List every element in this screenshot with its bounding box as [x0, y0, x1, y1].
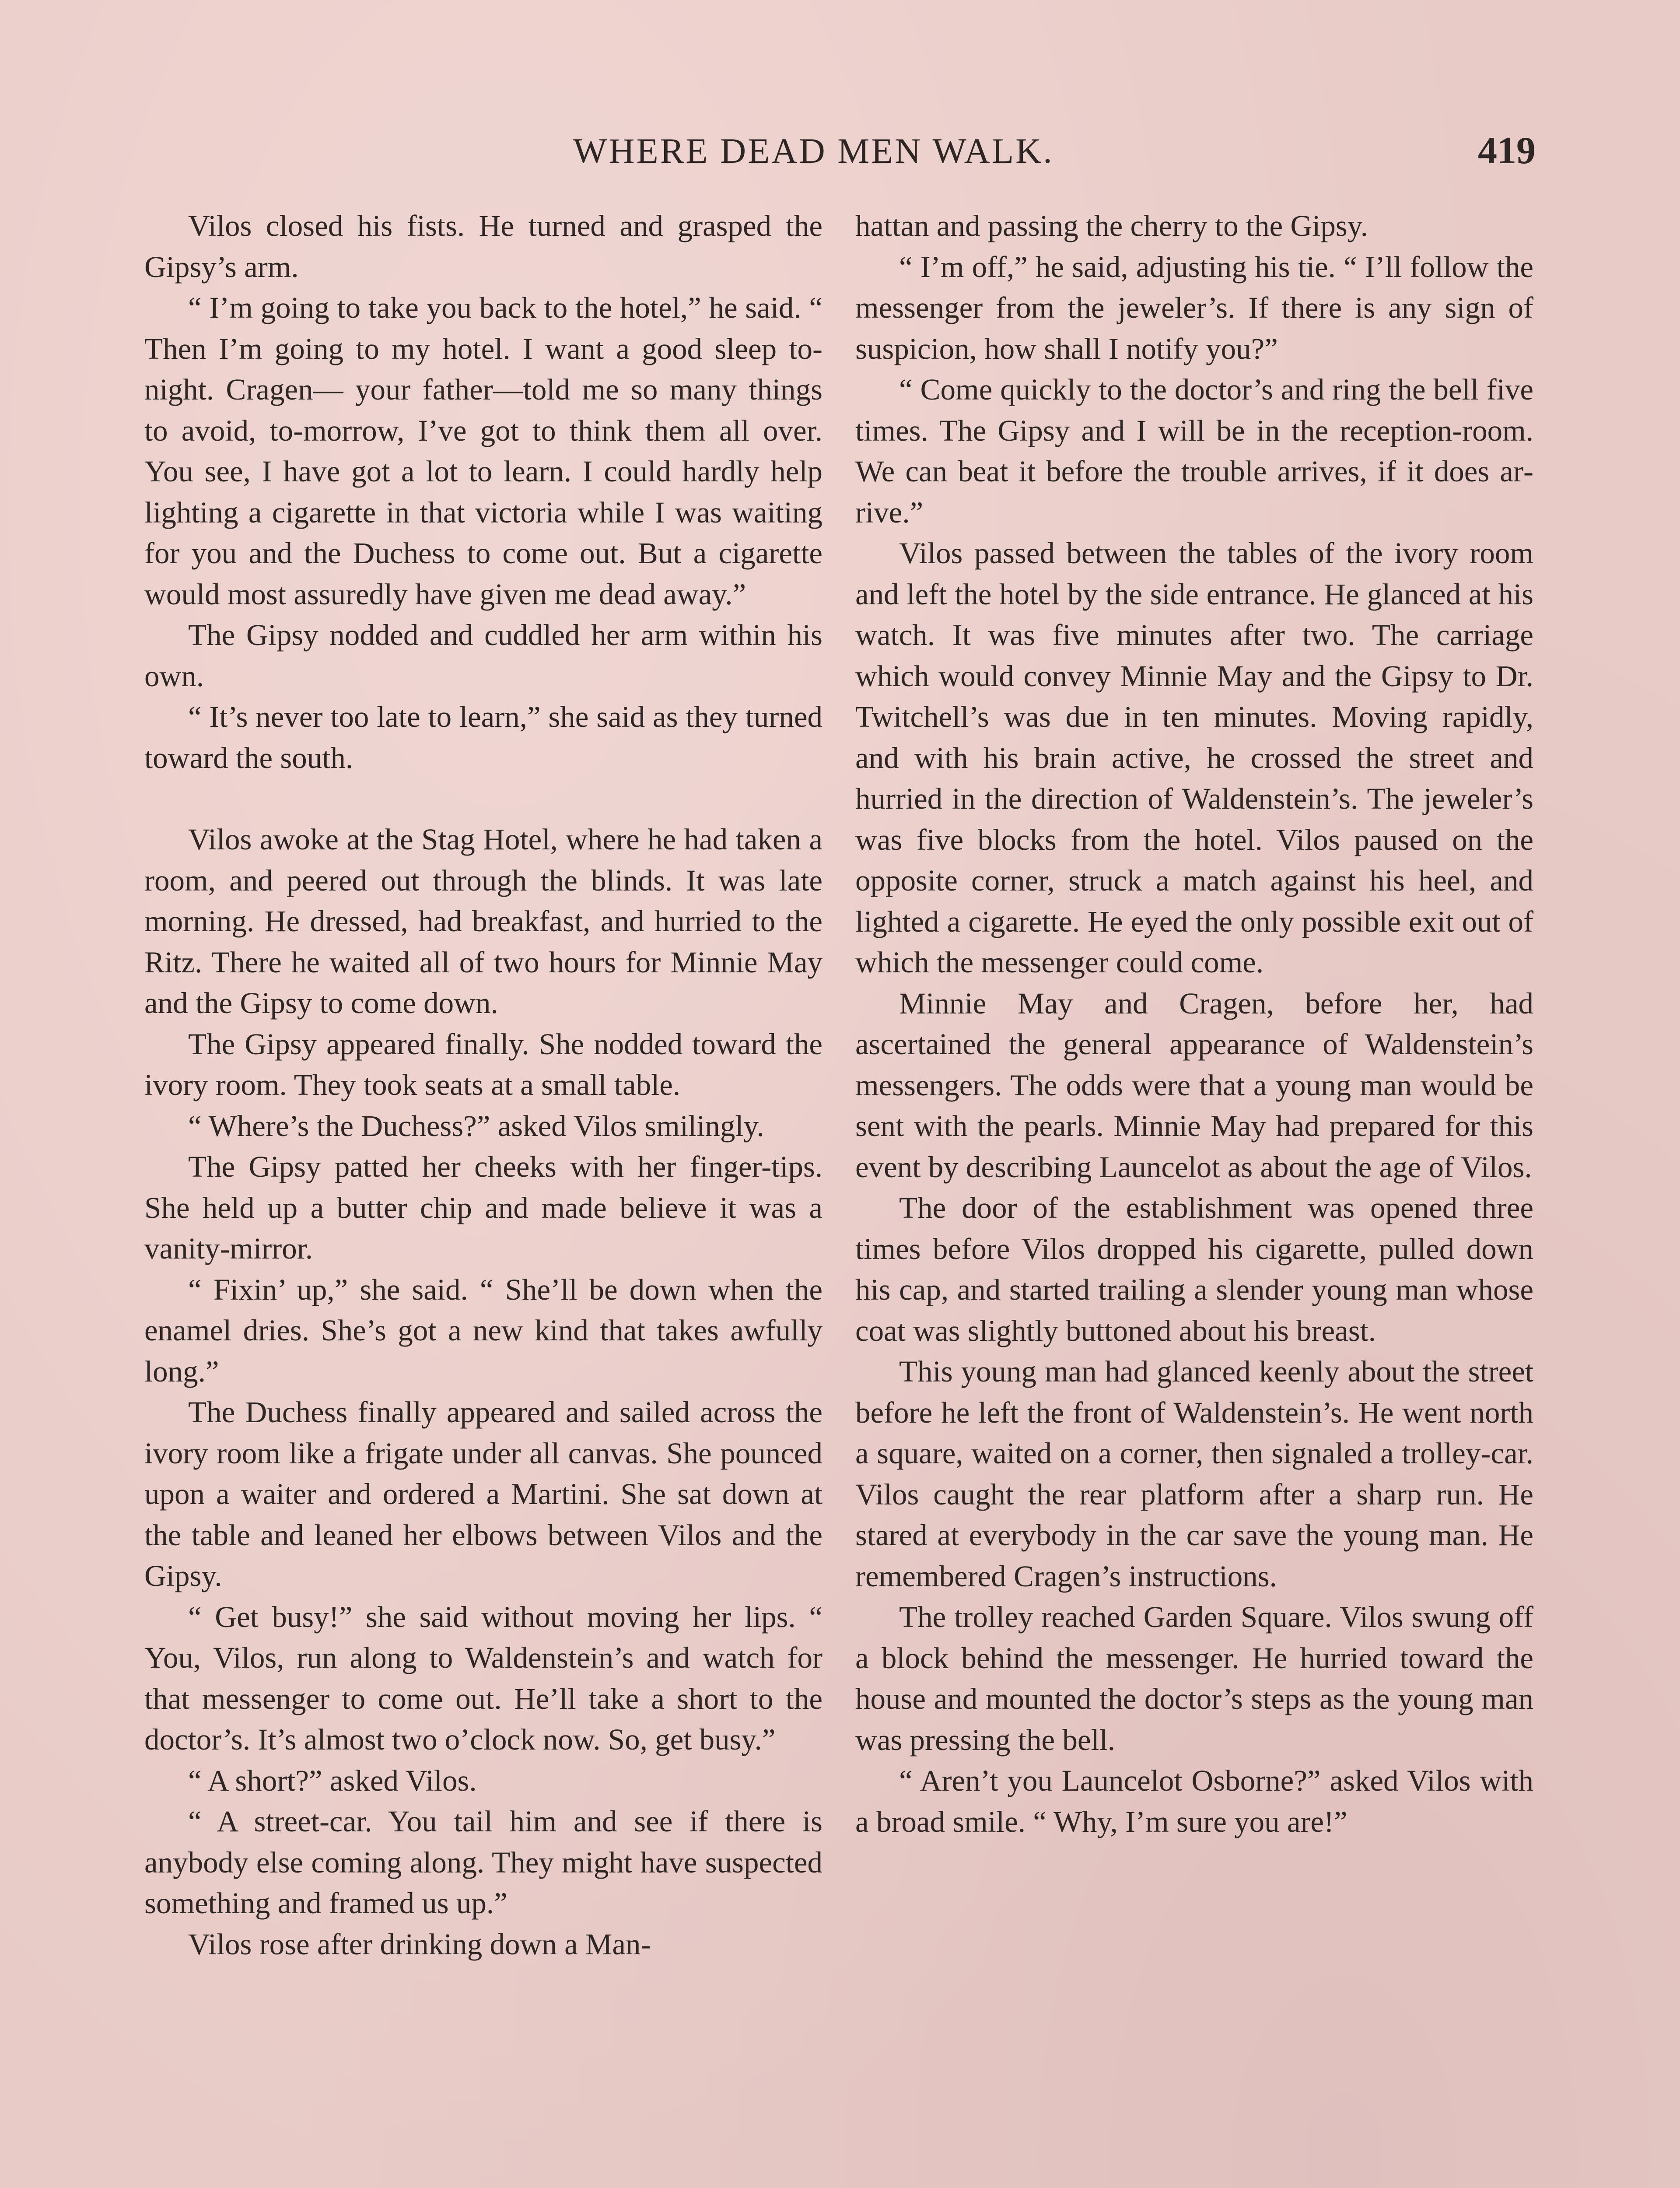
page-header	[144, 127, 1536, 175]
paragraph: Vilos passed between the tables of the ivory room and left the hotel by the side entrance. He glanced at his watch. It was five minutes after two. The carriage which would convey Minnie May and the Gipsy to Dr. Twitchell’s was due in ten minutes. Moving rapidly, and with his brain active, he crossed the street and hurried in the direction of Waldenstein’s. The jeweler’s was five blocks from the hotel. Vilos paused on the opposite corner, struck a match against his heel, and lighted a cigarette. He eyed the only possible exit out of which the messenger could come.	[855, 536, 1533, 979]
paragraph: hattan and passing the cherry to the Gipsy.	[855, 209, 1368, 242]
paragraph: Vilos rose after drinking down a Man-	[188, 1927, 651, 1961]
paragraph: “ A street-car. You tail him and see if there is anybody else coming along. They might have suspected something and framed us up.”	[144, 1805, 822, 1920]
left-column	[144, 206, 822, 1965]
paragraph: Vilos closed his fists. He turned and grasped the Gipsy’s arm.	[144, 209, 822, 284]
paragraph: The Gipsy patted her cheeks with her finger-tips. She held up a butter chip and made believe it was a vanity-mirror.	[144, 1150, 822, 1265]
paragraph: This young man had glanced keenly about the street before he left the front of Waldenstein’s. He went north a square, waited on a corner, then signaled a trolley-car. Vilos caught the rear platform after a sharp run. He stared at everybody in the car save the young man. He remembered Cragen’s instructions.	[855, 1355, 1533, 1593]
paragraph: “ Aren’t you Launcelot Osborne?” asked Vilos with a broad smile. “ Why, I’m sure you are!”	[855, 1764, 1533, 1838]
paragraph: “ It’s never too late to learn,” she said as they turned toward the south.	[144, 700, 822, 775]
paragraph: “ Come quickly to the doctor’s and ring the bell five times. The Gipsy and I will be in the reception-room. We can beat it before the trouble arrives, if it does arrive.”	[855, 373, 1533, 529]
paragraph: “ Get busy!” she said without moving her lips. “ You, Vilos, run along to Waldenstein’s and watch for that messenger to come out. He’ll take a short to the doctor’s. It’s almost two o’clock now. So, get busy.”	[144, 1600, 822, 1756]
paragraph: The Gipsy nodded and cuddled her arm within his own.	[144, 618, 822, 693]
paragraph: “ Fixin’ up,” she said. “ She’ll be down when the enamel dries. She’s got a new kind that takes awfully long.”	[144, 1273, 822, 1388]
paragraph: “ Where’s the Duchess?” asked Vilos smilingly.	[188, 1109, 764, 1143]
paragraph: Minnie May and Cragen, before her, had ascertained the general appearance of Waldenstein’s messengers. The odds were that a young man would be sent with the pearls. Minnie May had prepared for this event by describing Launcelot as about the age of Vilos.	[855, 986, 1533, 1184]
paragraph: The door of the establishment was opened three times before Vilos dropped his cigarette, pulled down his cap, and started trailing a slender young man whose coat was slightly buttoned about his breast.	[855, 1191, 1533, 1347]
paragraph: The trolley reached Garden Square. Vilos swung off a block behind the messenger. He hurried toward the house and mounted the doctor’s steps as the young man was pressing the bell.	[855, 1600, 1533, 1757]
page-number: 419	[1478, 130, 1536, 172]
right-column	[855, 206, 1533, 1842]
paragraph: Vilos awoke at the Stag Hotel, where he had taken a room, and peered out through the blinds. It was late morning. He dressed, had breakfast, and hurried to the Ritz. There he waited all of two hours for Minnie May and the Gipsy to come down.	[144, 823, 822, 1020]
paragraph: “ A short?” asked Vilos.	[188, 1764, 477, 1797]
paragraph: “ I’m going to take you back to the hotel,” he said. “ Then I’m going to my hotel. I want a good sleep to-night. Cragen— your father—told me so many things to avoid, to-morrow, I’ve got to think them all over. You see, I have got a lot to learn. I could hardly help lighting a cigarette in that victoria while I was waiting for you and the Duchess to come out. But a cigarette would most assuredly have given me dead away.”	[144, 291, 822, 611]
paragraph: “ I’m off,” he said, adjusting his tie. “ I’ll follow the messenger from the jeweler’s. If there is any sign of suspicion, how shall I notify you?”	[855, 250, 1533, 365]
paragraph: The Duchess finally appeared and sailed across the ivory room like a frigate under all canvas. She pounced upon a waiter and ordered a Martini. She sat down at the table and leaned her elbows between Vilos and the Gipsy.	[144, 1396, 822, 1592]
paragraph: The Gipsy appeared finally. She nodded toward the ivory room. They took seats at a small table.	[144, 1027, 822, 1101]
running-title: WHERE DEAD MEN WALK.	[573, 131, 1054, 171]
